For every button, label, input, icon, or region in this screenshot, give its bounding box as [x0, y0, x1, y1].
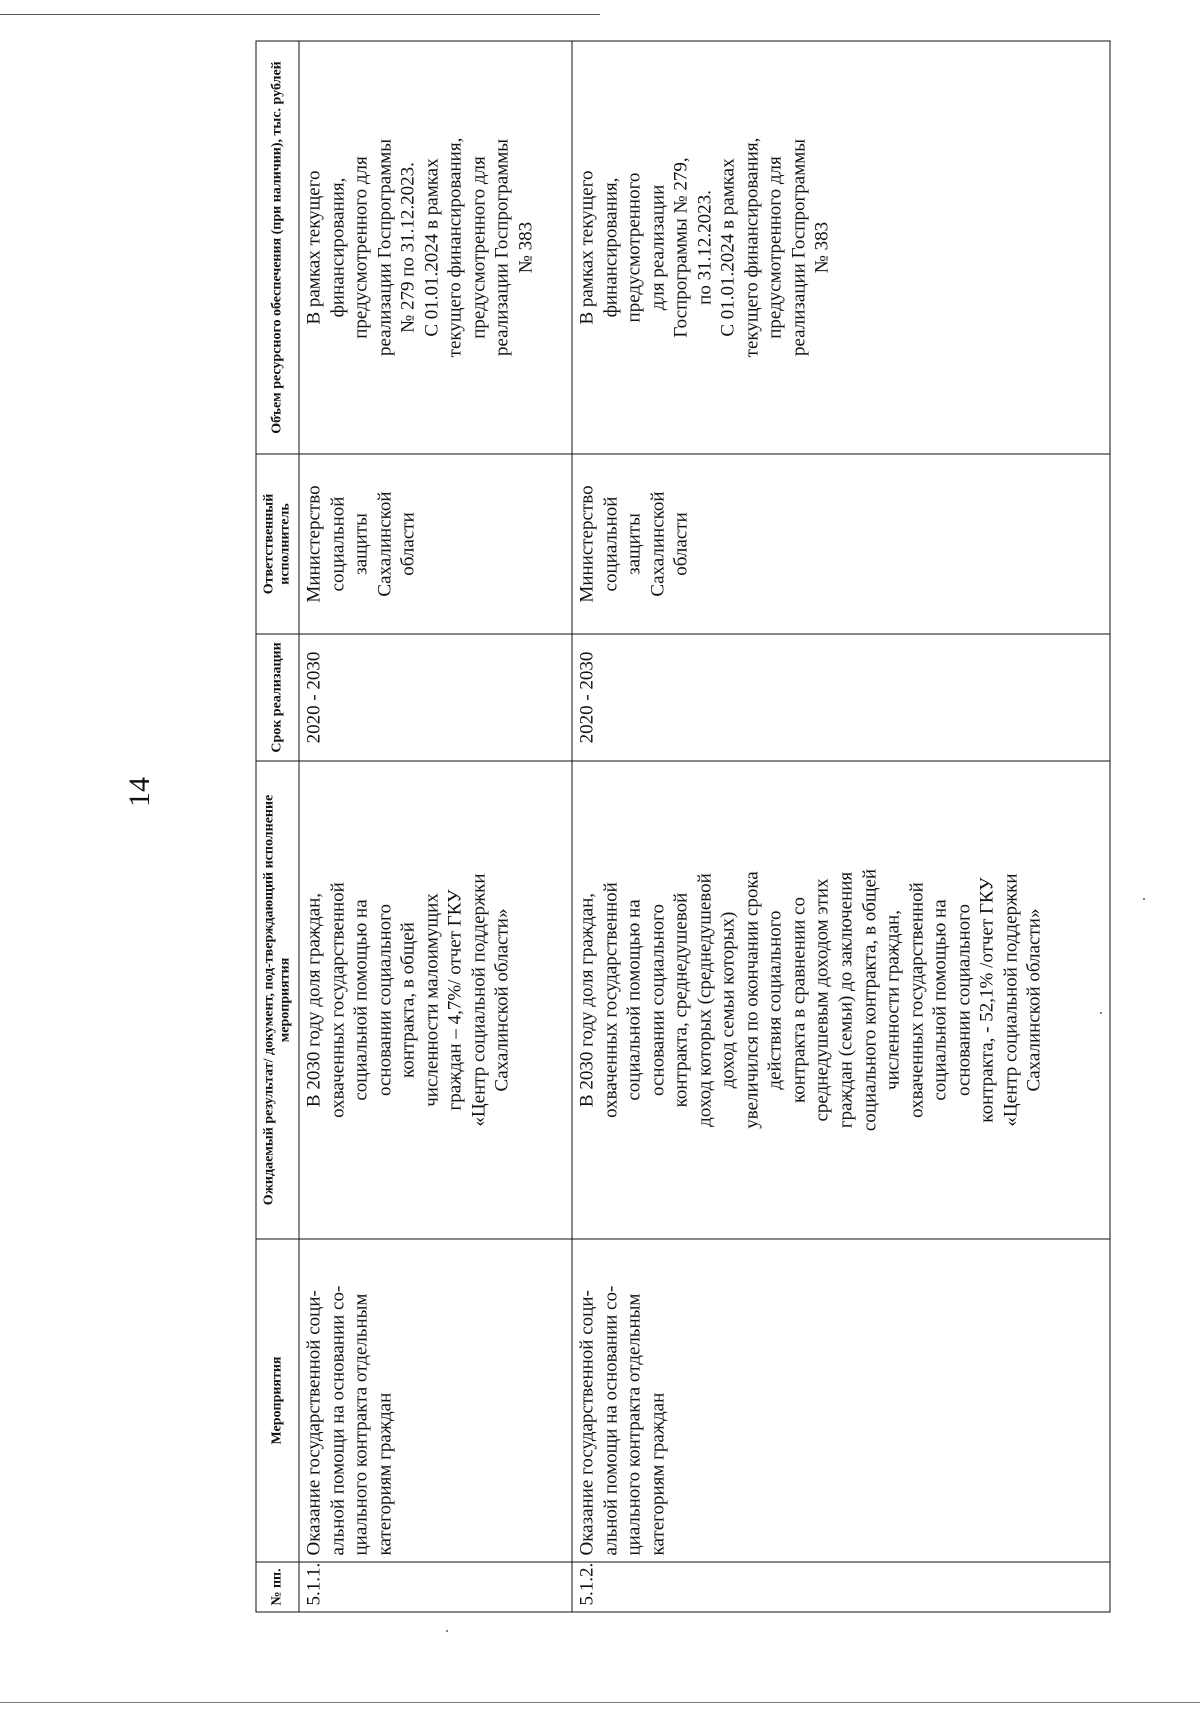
cell-resources: В рамках текущего финансирования, предусмотренного для реализации Госпрограммы № 279 по 31.12.2023. С 01.01.2024 в рамках текущего финансирования, предусмотренного для реализации Госпрограммы № 383 — [299, 41, 572, 454]
header-event: Мероприятия — [256, 1239, 299, 1562]
cell-executor: Министерство социальной защиты Сахалинской области — [572, 454, 1110, 634]
scan-edge-top — [0, 14, 600, 15]
cell-term: 2020 - 2030 — [572, 634, 1110, 761]
cell-num: 5.1.1. — [299, 1562, 572, 1612]
table-row — [572, 41, 1110, 1612]
events-table — [256, 41, 1111, 1613]
cell-result: В 2030 году доля граждан, охваченных государственной социальной помощью на основании социального контракта, в общей численности малоимущих граждан – 4,7%/ отчет ГКУ «Центр социальной поддержки Сахалинской области» — [299, 761, 572, 1239]
table-row — [299, 41, 572, 1612]
header-executor: Ответственный исполнитель — [256, 454, 299, 634]
rotated-table-wrapper — [256, 42, 1111, 1613]
header-result: Ожидаемый результат/ документ, под-тверждающий исполнение мероприятия — [256, 761, 299, 1239]
cell-num: 5.1.2. — [572, 1562, 1110, 1612]
cell-term: 2020 - 2030 — [299, 634, 572, 761]
scan-speck — [1143, 898, 1145, 900]
table-header-row — [256, 41, 299, 1612]
scan-edge-bottom — [0, 1702, 1200, 1703]
cell-result: В 2030 году доля граждан, охваченных государственной социальной помощью на основании социального контракта, среднедушевой доход которых (среднедушевой доход семьи которых) увеличился по окончании срока действия социального контракта в сравнении со среднедушевым доходом этих граждан (семьи) до заключения социального контракта, в общей численности граждан, охваченных государственной социальной помощью на основании социального контракта, - 52,1% /отчет ГКУ «Центр социальной поддержки Сахалинской области» — [572, 761, 1110, 1239]
page-number: 14 — [123, 777, 156, 807]
cell-executor: Министерство социальной защиты Сахалинской области — [299, 454, 572, 634]
cell-resources: В рамках текущего финансирования, предусмотренного для реализации Госпрограммы № 279, по 31.12.2023. С 01.01.2024 в рамках текущего финансирования, предусмотренного для реализации Госпрограммы № 383 — [572, 41, 1110, 454]
header-term: Срок реализации — [256, 634, 299, 761]
header-num: № пп. — [256, 1562, 299, 1612]
header-resources: Объем ресурсного обеспечения (при наличии), тыс. рублей — [256, 41, 299, 454]
cell-event: Оказание государственной соци- альной помощи на основании со- циального контракта отдельным категориям граждан — [299, 1239, 572, 1562]
scan-speck — [446, 1630, 448, 1632]
cell-event: Оказание государственной соци- альной помощи на основании со- циального контракта отдельным категориям граждан — [572, 1239, 1110, 1562]
